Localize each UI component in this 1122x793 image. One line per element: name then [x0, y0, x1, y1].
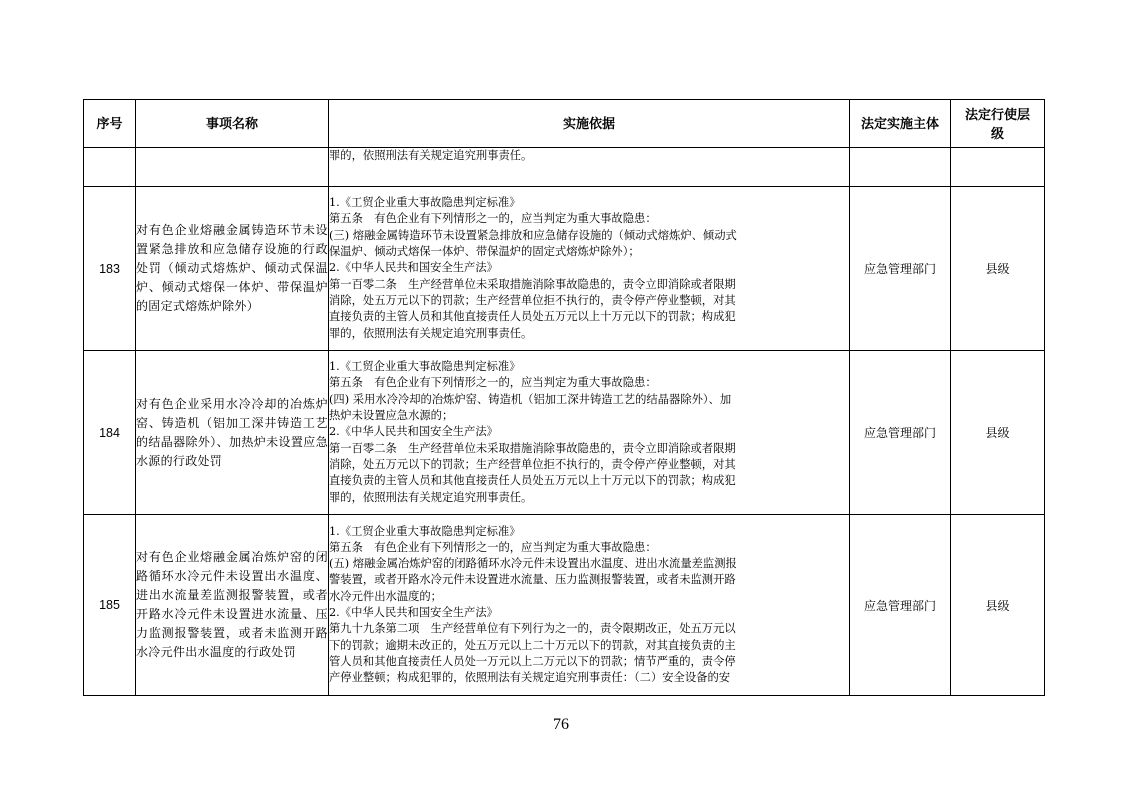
row-name: 对有色企业熔融金属铸造环节未设置紧急排放和应急储存设施的行政处罚（倾动式熔炼炉、倾动式保温炉、倾动式熔保一体炉、带保温炉的固定式熔炼炉除外） [136, 187, 329, 351]
page-number: 76 [553, 716, 569, 733]
cont-level [951, 148, 1045, 187]
basis-line: 保温炉、倾动式熔保一体炉、带保温炉的固定式熔炼炉除外）； [329, 245, 640, 259]
basis-line: 罪的，依照刑法有关规定追究刑事责任。 [329, 490, 533, 504]
table-row [84, 351, 1045, 515]
enforcement-table [83, 99, 1045, 696]
row-seq: 185 [84, 515, 136, 696]
row-seq: 184 [84, 351, 136, 515]
row-basis [329, 515, 850, 696]
basis-line: 直接负责的主管人员和其他直接责任人员处五万元以上十万元以下的罚款；构成犯 [329, 310, 736, 324]
basis-line: 产停业整顿；构成犯罪的，依照刑法有关规定追究刑事责任：（二）安全设备的安 [329, 671, 731, 685]
basis-line: (三) 熔融金属铸造环节未设置紧急排放和应急储存设施的（倾动式熔炼炉、倾动式 [329, 228, 737, 242]
basis-line: 1.《工贸企业重大事故隐患判定标准》 [329, 196, 521, 210]
basis-line: 1.《工贸企业重大事故隐患判定标准》 [329, 524, 521, 538]
basis-line: 2.《中华人民共和国安全生产法》 [329, 606, 498, 619]
header-subject: 法定实施主体 [850, 100, 951, 148]
basis-line: 直接负责的主管人员和其他直接责任人员处五万元以上十万元以下的罚款；构成犯 [329, 474, 736, 488]
row-subject: 应急管理部门 [850, 187, 951, 351]
basis-line: 下的罚款；逾期未改正的，处五万元以上二十万元以下的罚款，对其直接负责的主 [329, 638, 736, 652]
cont-name [136, 148, 329, 187]
cont-seq [84, 148, 136, 187]
basis-line: 热炉未设置应急水源的； [329, 409, 454, 423]
row-name: 对有色企业采用水冷冷却的冶炼炉窑、铸造机（铝加工深井铸造工艺的结晶器除外）、加热炉未设置应急水源的行政处罚 [136, 351, 329, 515]
basis-line: 1.《工贸企业重大事故隐患判定标准》 [329, 360, 521, 374]
basis-line: 罪的，依照刑法有关规定追究刑事责任。 [329, 149, 533, 162]
basis-line: 2.《中华人民共和国安全生产法》 [329, 425, 498, 439]
table-row [84, 187, 1045, 351]
basis-line: 第五条 有色企业有下列情形之一的，应当判定为重大事故隐患： [329, 212, 657, 226]
row-seq: 183 [84, 187, 136, 351]
basis-line: 第五条 有色企业有下列情形之一的，应当判定为重大事故隐患： [329, 540, 657, 554]
basis-line: 第一百零二条 生产经营单位未采取措施消除事故隐患的，责令立即消除或者限期 [329, 277, 736, 291]
basis-line: 第九十九条第二项 生产经营单位有下列行为之一的，责令限期改正，处五万元以 [329, 622, 736, 636]
basis-line: 消除，处五万元以下的罚款；生产经营单位拒不执行的，责令停产停业整顿，对其 [329, 293, 736, 307]
row-level: 县级 [951, 351, 1045, 515]
cont-subject [850, 148, 951, 187]
basis-line: 罪的，依照刑法有关规定追究刑事责任。 [329, 326, 533, 340]
basis-line: (五) 熔融金属冶炼炉窑的闭路循环水冷元件未设置出水温度、进出水流量差监测报 [329, 557, 737, 571]
row-subject: 应急管理部门 [850, 515, 951, 696]
row-level: 县级 [951, 187, 1045, 351]
header-seq: 序号 [84, 100, 136, 148]
row-basis [329, 351, 850, 515]
continuation-row [84, 148, 1045, 187]
header-basis: 实施依据 [329, 100, 850, 148]
row-subject: 应急管理部门 [850, 351, 951, 515]
basis-line: 警装置，或者开路水冷元件未设置进水流量、压力监测报警装置，或者未监测开路 [329, 573, 736, 587]
basis-line: 管人员和其他直接责任人员处一万元以上二万元以下的罚款；情节严重的，责令停 [329, 654, 736, 668]
basis-line: 2.《中华人民共和国安全生产法》 [329, 261, 498, 275]
row-level: 县级 [951, 515, 1045, 696]
header-row [84, 100, 1045, 148]
basis-line: 水冷元件出水温度的； [329, 589, 442, 603]
cont-basis [329, 148, 850, 187]
table-row [84, 515, 1045, 696]
basis-line: 消除，处五万元以下的罚款；生产经营单位拒不执行的，责令停产停业整顿，对其 [329, 457, 736, 471]
header-level: 法定行使层级 [951, 100, 1045, 148]
header-name: 事项名称 [136, 100, 329, 148]
basis-line: (四) 采用水冷冷却的冶炼炉窑、铸造机（铝加工深井铸造工艺的结晶器除外）、加 [329, 392, 732, 406]
row-basis [329, 187, 850, 351]
basis-line: 第一百零二条 生产经营单位未采取措施消除事故隐患的，责令立即消除或者限期 [329, 441, 736, 455]
row-name: 对有色企业熔融金属冶炼炉窑的闭路循环水冷元件未设置出水温度、进出水流量差监测报警装置，或者开路水冷元件未设置进水流量、压力监测报警装置，或者未监测开路水冷元件出水温度的行政处罚 [136, 515, 329, 696]
basis-line: 第五条 有色企业有下列情形之一的，应当判定为重大事故隐患： [329, 376, 657, 390]
